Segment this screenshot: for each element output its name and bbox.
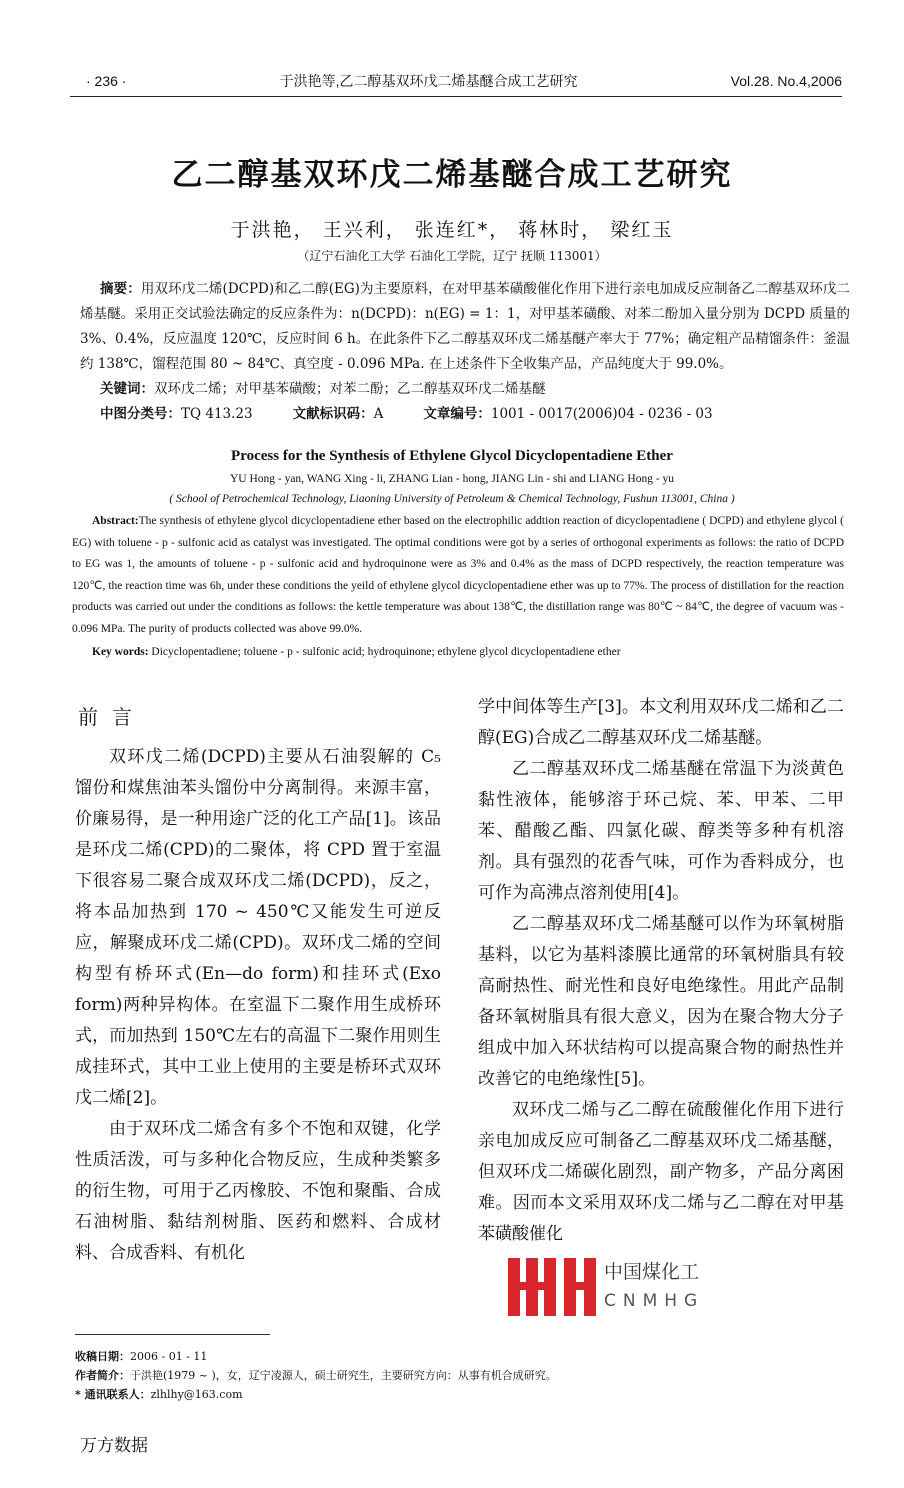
english-abstract	[72, 511, 844, 640]
paper-title: 乙二醇基双环戊二烯基醚合成工艺研究	[171, 157, 733, 193]
chinese-abstract-block	[80, 277, 850, 427]
doc-code	[293, 402, 384, 427]
paragraph: 学中间体等生产[3]。本文利用双环戊二烯和乙二醇(EG)合成乙二醇基双环戊二烯基醚。	[478, 697, 844, 748]
keywords-label: 关键词：	[100, 381, 154, 397]
abstract-cn	[80, 277, 850, 377]
english-abstract-text: The synthesis of ethylene glycol dicyclopentadiene ether based on the electrophilic addtion reaction of dicyclopentadiene ( DCPD) and ethylene glycol ( EG) with toluene - p - sulfonic acid as catalyst was investigated. The optimal conditions were got by a series of orthogonal experiments as follows: the ratio of DCPD to EG was 1, the amounts of toluene - p - sulfonic acid and hydroquinone were as 3% and 0.4% as the mass of DCPD respectively, the reaction temperature was 120℃, the reaction time was 6h, under these conditions the yeild of ethylene glycol dicyclopentadiene ether was up to 77%. The process of distillation for the reaction products was carried out under the conditions as follows: the kettle temperature was about 138℃, the distillation range was 80℃ ~ 84℃, the degree of vacuum was - 0.096 MPa. The purity of products collected was above 99.0%.	[72, 515, 844, 635]
footnote-contact	[75, 1385, 844, 1404]
paragraph: 乙二醇基双环戊二烯基醚可以作为环氧树脂基料，以它为基料漆膜比通常的环氧树脂具有较高耐热性、耐光性和良好电绝缘性。用此产品制备环氧树脂具有很大意义，因为在聚合物大分子组成中加入环状结构可以提高聚合物的耐热性并改善它的电绝缘性[5]。	[478, 914, 844, 1089]
footnote-received	[75, 1347, 844, 1366]
footnote-text: zlhlhy@163.com	[150, 1388, 243, 1401]
english-affiliation: ( School of Petrochemical Technology, Liaoning University of Petroleum & Chemical Technology, Fushun 113001, China )	[169, 493, 735, 505]
english-title: Process for the Synthesis of Ethylene Glycol Dicyclopentadiene Ether	[231, 448, 673, 464]
cnmhg-logo	[508, 1258, 844, 1318]
clc-label: 中图分类号：	[100, 406, 181, 422]
footnote-label: * 通讯联系人：	[75, 1388, 151, 1401]
wanfang-watermark: 万方数据	[80, 1436, 148, 1456]
classification-row	[80, 402, 850, 427]
paragraph: 双环戊二烯(DCPD)主要从石油裂解的 C₅ 馏份和煤焦油苯头馏份中分离制得。来源丰富，价廉易得，是一种用途广泛的化工产品[1]。该品是环戊二烯(CPD)的二聚体，将 CPD 置于室温下很容易二聚合成双环戊二烯(DCPD)，反之，将本品加热到 170 ~ 450℃又能发生可逆反应，解聚成环戊二烯(CPD)。双环戊二烯的空间构型有桥环式(En—do form)和挂环式(Exo form)两种异构体。在室温下二聚作用生成桥环式，而加热到 150℃左右的高温下二聚作用则生成挂环式，其中工业上使用的主要是桥环式双环戊二烯[2]。	[75, 747, 441, 1108]
footnote-label: 收稿日期：	[75, 1350, 130, 1363]
footnote-text: 2006 - 01 - 11	[130, 1350, 208, 1363]
affiliation: （辽宁石油化工大学 石油化工学院，辽宁 抚顺 113001）	[297, 249, 607, 263]
english-authors: YU Hong - yan, WANG Xing - li, ZHANG Lian - hong, JIANG Lin - shi and LIANG Hong - yu	[229, 473, 675, 485]
running-header	[86, 70, 842, 92]
logo-mark-icon	[508, 1258, 598, 1316]
english-keywords-label: Key words:	[92, 646, 149, 658]
paragraph: 双环戊二烯与乙二醇在硫酸催化作用下进行亲电加成反应可制备乙二醇基双环戊二烯基醚，但双环戊二烯碳化剧烈，副产物多，产品分离困难。因而本文采用双环戊二烯与乙二醇在对甲基苯磺酸催化	[478, 1100, 844, 1244]
paragraph: 由于双环戊二烯含有多个不饱和双键，化学性质活泼，可与多种化合物反应，生成种类繁多的衍生物，可用于乙丙橡胶、不饱和聚酯、合成石油树脂、黏结剂树脂、医药和燃料、合成材料、合成香料、有机化	[75, 1119, 441, 1263]
header-rule	[70, 96, 842, 97]
body-left-column	[75, 692, 441, 1318]
english-keywords-text: Dicyclopentadiene; toluene - p - sulfonic acid; hydroquinone; ethylene glycol dicyclopentadiene ether	[151, 646, 621, 658]
volume-info: Vol.28. No.4,2006	[730, 73, 842, 89]
logo-cn: 中国煤化工	[604, 1261, 700, 1283]
body-columns	[75, 692, 844, 1318]
article-value: 1001 - 0017(2006)04 - 0236 - 03	[490, 406, 713, 422]
footnote-label: 作者简介：	[75, 1369, 130, 1382]
doc-label: 文献标识码：	[292, 406, 374, 422]
page-number: · 236 ·	[86, 73, 127, 89]
keywords-cn	[80, 377, 850, 402]
clc-value: TQ 413.23	[181, 406, 253, 422]
article-label: 文章编号：	[423, 406, 491, 422]
footnote-text: 于洪艳(1979 ~ )，女，辽宁凌源人，硕士研究生，主要研究方向：从事有机合成研究。	[130, 1369, 557, 1382]
section-heading: 前言	[78, 705, 146, 729]
authors: 于洪艳， 王兴利， 张连红*， 蒋林时， 梁红玉	[230, 219, 674, 241]
clc-number	[100, 402, 253, 427]
footnote-rule	[75, 1334, 270, 1335]
abstract-text: 用双环戊二烯(DCPD)和乙二醇(EG)为主要原料，在对甲基苯磺酸催化作用下进行亲电加成反应制备乙二醇基双环戊二烯基醚。采用正交试验法确定的反应条件为：n(DCPD)：n(EG) = 1：1，对甲基苯磺酸、对苯二酚加入量分别为 DCPD 质量的 3%、0.4%，反应温度 120℃，反应时间 6 h。在此条件下乙二醇基双环戊二烯基醚产率大于 77%；确定粗产品精馏条件：釜温约 138℃，馏程范围 80 ~ 84℃、真空度 - 0.096 MPa. 在上述条件下全收集产品，产品纯度大于 99.0%。	[80, 281, 851, 372]
keywords-text: 双环戊二烯；对甲基苯磺酸；对苯二酚；乙二醇基双环戊二烯基醚	[154, 381, 546, 397]
abstract-label: 摘要：	[100, 281, 141, 297]
paragraph: 乙二醇基双环戊二烯基醚在常温下为淡黄色黏性液体，能够溶于环己烷、苯、甲苯、二甲苯、醋酸乙酯、四氯化碳、醇类等多种有机溶剂。具有强烈的花香气味，可作为香料成分，也可作为高沸点溶剂使用[4]。	[478, 759, 844, 903]
english-abstract-label: Abstract:	[92, 515, 139, 527]
running-title: 于洪艳等,乙二醇基双环戊二烯基醚合成工艺研究	[279, 73, 578, 89]
logo-en: CNMHG	[604, 1291, 705, 1311]
footnote-author	[75, 1366, 844, 1385]
doc-value: A	[373, 406, 384, 422]
body-right-column	[478, 692, 844, 1318]
article-number	[423, 402, 712, 427]
english-keywords	[92, 642, 844, 662]
footnotes	[75, 1347, 844, 1404]
